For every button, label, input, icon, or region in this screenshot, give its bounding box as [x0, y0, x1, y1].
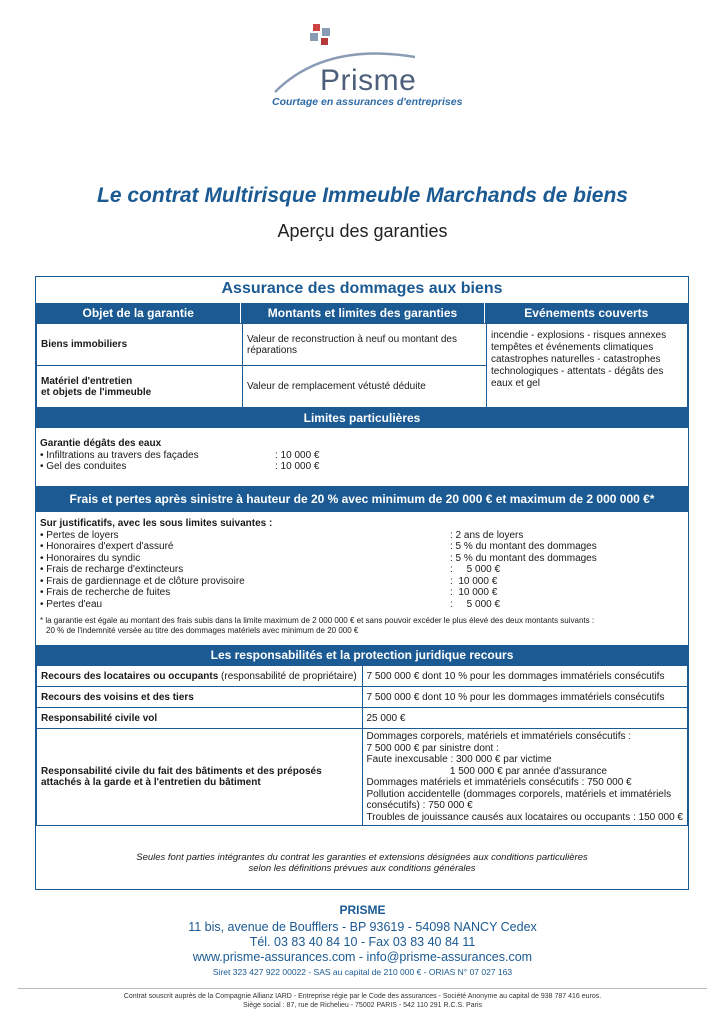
- item-label: • Infiltrations au travers des façades: [40, 449, 199, 461]
- item-value: : 5 % du montant des dommages: [450, 541, 597, 552]
- list-item: [40, 564, 684, 576]
- list-item: [40, 450, 684, 462]
- item-value: : 5 % du montant des dommages: [450, 552, 597, 564]
- resp-value-line: consécutifs) : 750 000 €: [366, 800, 473, 811]
- list-item: [40, 530, 684, 542]
- item-label: • Frais de recherche de fuites: [40, 587, 171, 598]
- item-value: : 10 000 €: [275, 461, 320, 472]
- note-line: * la garantie est égale au montant des frais subis dans la limite maximum de 2 000 000 € et sans pouvoir excéder le plus élevé des deux montants suivants :: [40, 616, 595, 625]
- resp-value-line: 1 500 000 € par année d'assurance: [366, 765, 607, 777]
- list-item: [40, 541, 684, 553]
- resp-label: [37, 666, 363, 687]
- list-item: [40, 461, 684, 473]
- logo-wordmark: Prisme: [320, 64, 417, 97]
- item-value: : 5 000 €: [450, 598, 501, 610]
- item-label: • Gel des conduites: [40, 461, 127, 472]
- item-value: : 2 ans de loyers: [450, 529, 524, 541]
- table-row: [37, 708, 688, 729]
- table-header: [36, 303, 688, 323]
- guarantees-box: [35, 276, 689, 890]
- limites-section: [36, 428, 688, 486]
- resp-label: Recours des voisins et des tiers: [37, 687, 363, 708]
- table-row: [37, 687, 688, 708]
- list-item: [40, 599, 684, 611]
- resp-label-line: attachés à la garde et à l'entretien du bâtiment: [41, 777, 261, 788]
- legal-line: selon les définitions prévues aux conditions générales: [248, 863, 476, 874]
- box-title: Assurance des dommages aux biens: [221, 280, 503, 297]
- resp-value-line: 7 500 000 € par sinistre dont :: [366, 742, 499, 754]
- item-value: : 10 000 €: [450, 587, 498, 598]
- frais-note: [36, 614, 688, 638]
- legal-line: Seules font parties intégrantes du contrat les garanties et extensions désignées aux conditions particulières: [136, 852, 588, 863]
- frais-section: [36, 512, 688, 614]
- row-montant: Valeur de reconstruction à neuf ou montant des réparations: [243, 324, 487, 366]
- header-evenements: Evénements couverts: [524, 306, 649, 320]
- row-objet: Biens immobiliers: [37, 324, 243, 366]
- guarantees-table: [36, 323, 688, 408]
- item-value: : 10 000 €: [275, 449, 320, 461]
- item-label: • Frais de recharge d'extincteurs: [40, 564, 184, 575]
- resp-value: 7 500 000 € dont 10 % pour les dommages immatériels consécutifs: [362, 666, 688, 687]
- row-montant: Valeur de remplacement vétusté déduite: [243, 366, 487, 408]
- row-objet-line: et objets de l'immeuble: [41, 386, 152, 398]
- logo-tagline: Courtage en assurances d'entreprises: [272, 96, 463, 108]
- resp-label: [37, 729, 363, 826]
- contract-line: Siège social : 87, rue de Richelieu - 75002 PARIS - 542 110 291 R.C.S. Paris: [242, 1002, 483, 1009]
- footer-address: 11 bis, avenue de Boufflers - BP 93619 - 54098 NANCY Cedex: [188, 920, 537, 934]
- footer-company: PRISME: [339, 903, 386, 917]
- page-title: Le contrat Multirisque Immeuble Marchands de biens: [97, 184, 628, 207]
- contract-line: Contrat souscrit auprès de la Compagnie Allianz IARD - Entreprise régie par le Code des assurances - Société Anonyme au capital de 938 787 416 euros.: [123, 993, 602, 1000]
- resp-label: Responsabilité civile vol: [37, 708, 363, 729]
- frais-band: Frais et pertes après sinistre à hauteur de 20 % avec minimum de 20 000 € et maximum de 2 000 000 €*: [36, 486, 688, 512]
- table-row: [37, 324, 688, 366]
- resp-value-line: Dommages corporels, matériels et immatériels consécutifs :: [366, 731, 632, 742]
- list-item: [40, 576, 684, 588]
- resp-table: [36, 665, 688, 826]
- resp-label-line: Responsabilité civile du fait des bâtiments et des préposés: [41, 766, 322, 777]
- item-label: • Frais de gardiennage et de clôture provisoire: [40, 575, 245, 587]
- table-row: [37, 666, 688, 687]
- item-label: • Pertes d'eau: [40, 598, 103, 610]
- list-item: [40, 553, 684, 565]
- resp-value: 25 000 €: [362, 708, 688, 729]
- limites-heading: Garantie dégâts des eaux: [40, 438, 162, 449]
- divider: [18, 988, 707, 989]
- resp-value-line: Faute inexcusable : 300 000 € par victime: [366, 754, 552, 765]
- item-value: : 5 000 €: [450, 564, 501, 575]
- item-label: • Honoraires du syndic: [40, 552, 141, 564]
- item-value: : 10 000 €: [450, 575, 498, 587]
- resp-value: 7 500 000 € dont 10 % pour les dommages immatériels consécutifs: [362, 687, 688, 708]
- row-objet: [37, 366, 243, 408]
- footer-siret: Siret 323 427 922 00022 - SAS au capital de 210 000 € - ORIAS N° 07 027 163: [212, 967, 513, 977]
- resp-value-line: Troubles de jouissance causés aux locataires ou occupants : 150 000 €: [366, 811, 683, 823]
- footer-web[interactable]: www.prisme-assurances.com - info@prisme-assurances.com: [192, 950, 533, 964]
- list-item: [40, 587, 684, 599]
- resp-value-line: Dommages matériels et immatériels consécutifs : 750 000 €: [366, 777, 632, 788]
- header-objet: Objet de la garantie: [36, 303, 241, 323]
- page-subtitle: Aperçu des garanties: [277, 221, 448, 241]
- frais-heading: Sur justificatifs, avec les sous limites suivantes :: [40, 518, 273, 529]
- legal-note: [35, 852, 689, 874]
- header-montants: Montants et limites des garanties: [241, 303, 484, 323]
- item-label: • Pertes de loyers: [40, 529, 119, 541]
- resp-band: Les responsabilités et la protection juridique recours: [36, 645, 688, 665]
- events-cell: incendie - explosions - risques annexes tempêtes et événements climatiques catastrophes naturelles - catastrophes technologiques - attentats - dégâts des eaux et gel: [487, 324, 688, 408]
- footer-phone: Tél. 03 83 40 84 10 - Fax 03 83 40 84 11: [249, 935, 476, 949]
- row-objet-line: Matériel d'entretien: [41, 375, 133, 387]
- note-line: 20 % de l'indemnité versée au titre des dommages matériels avec minimum de 20 000 €: [46, 626, 359, 635]
- table-row: [37, 729, 688, 826]
- item-label: • Honoraires d'expert d'assuré: [40, 541, 174, 552]
- limites-band: Limites particulières: [36, 408, 688, 428]
- resp-label-bold: Recours des locataires ou occupants: [41, 670, 219, 682]
- resp-value-line: Pollution accidentelle (dommages corporels, matériels et immatériels: [366, 788, 672, 800]
- resp-label-sub: (responsabilité de propriétaire): [218, 670, 357, 682]
- resp-value: [362, 729, 688, 826]
